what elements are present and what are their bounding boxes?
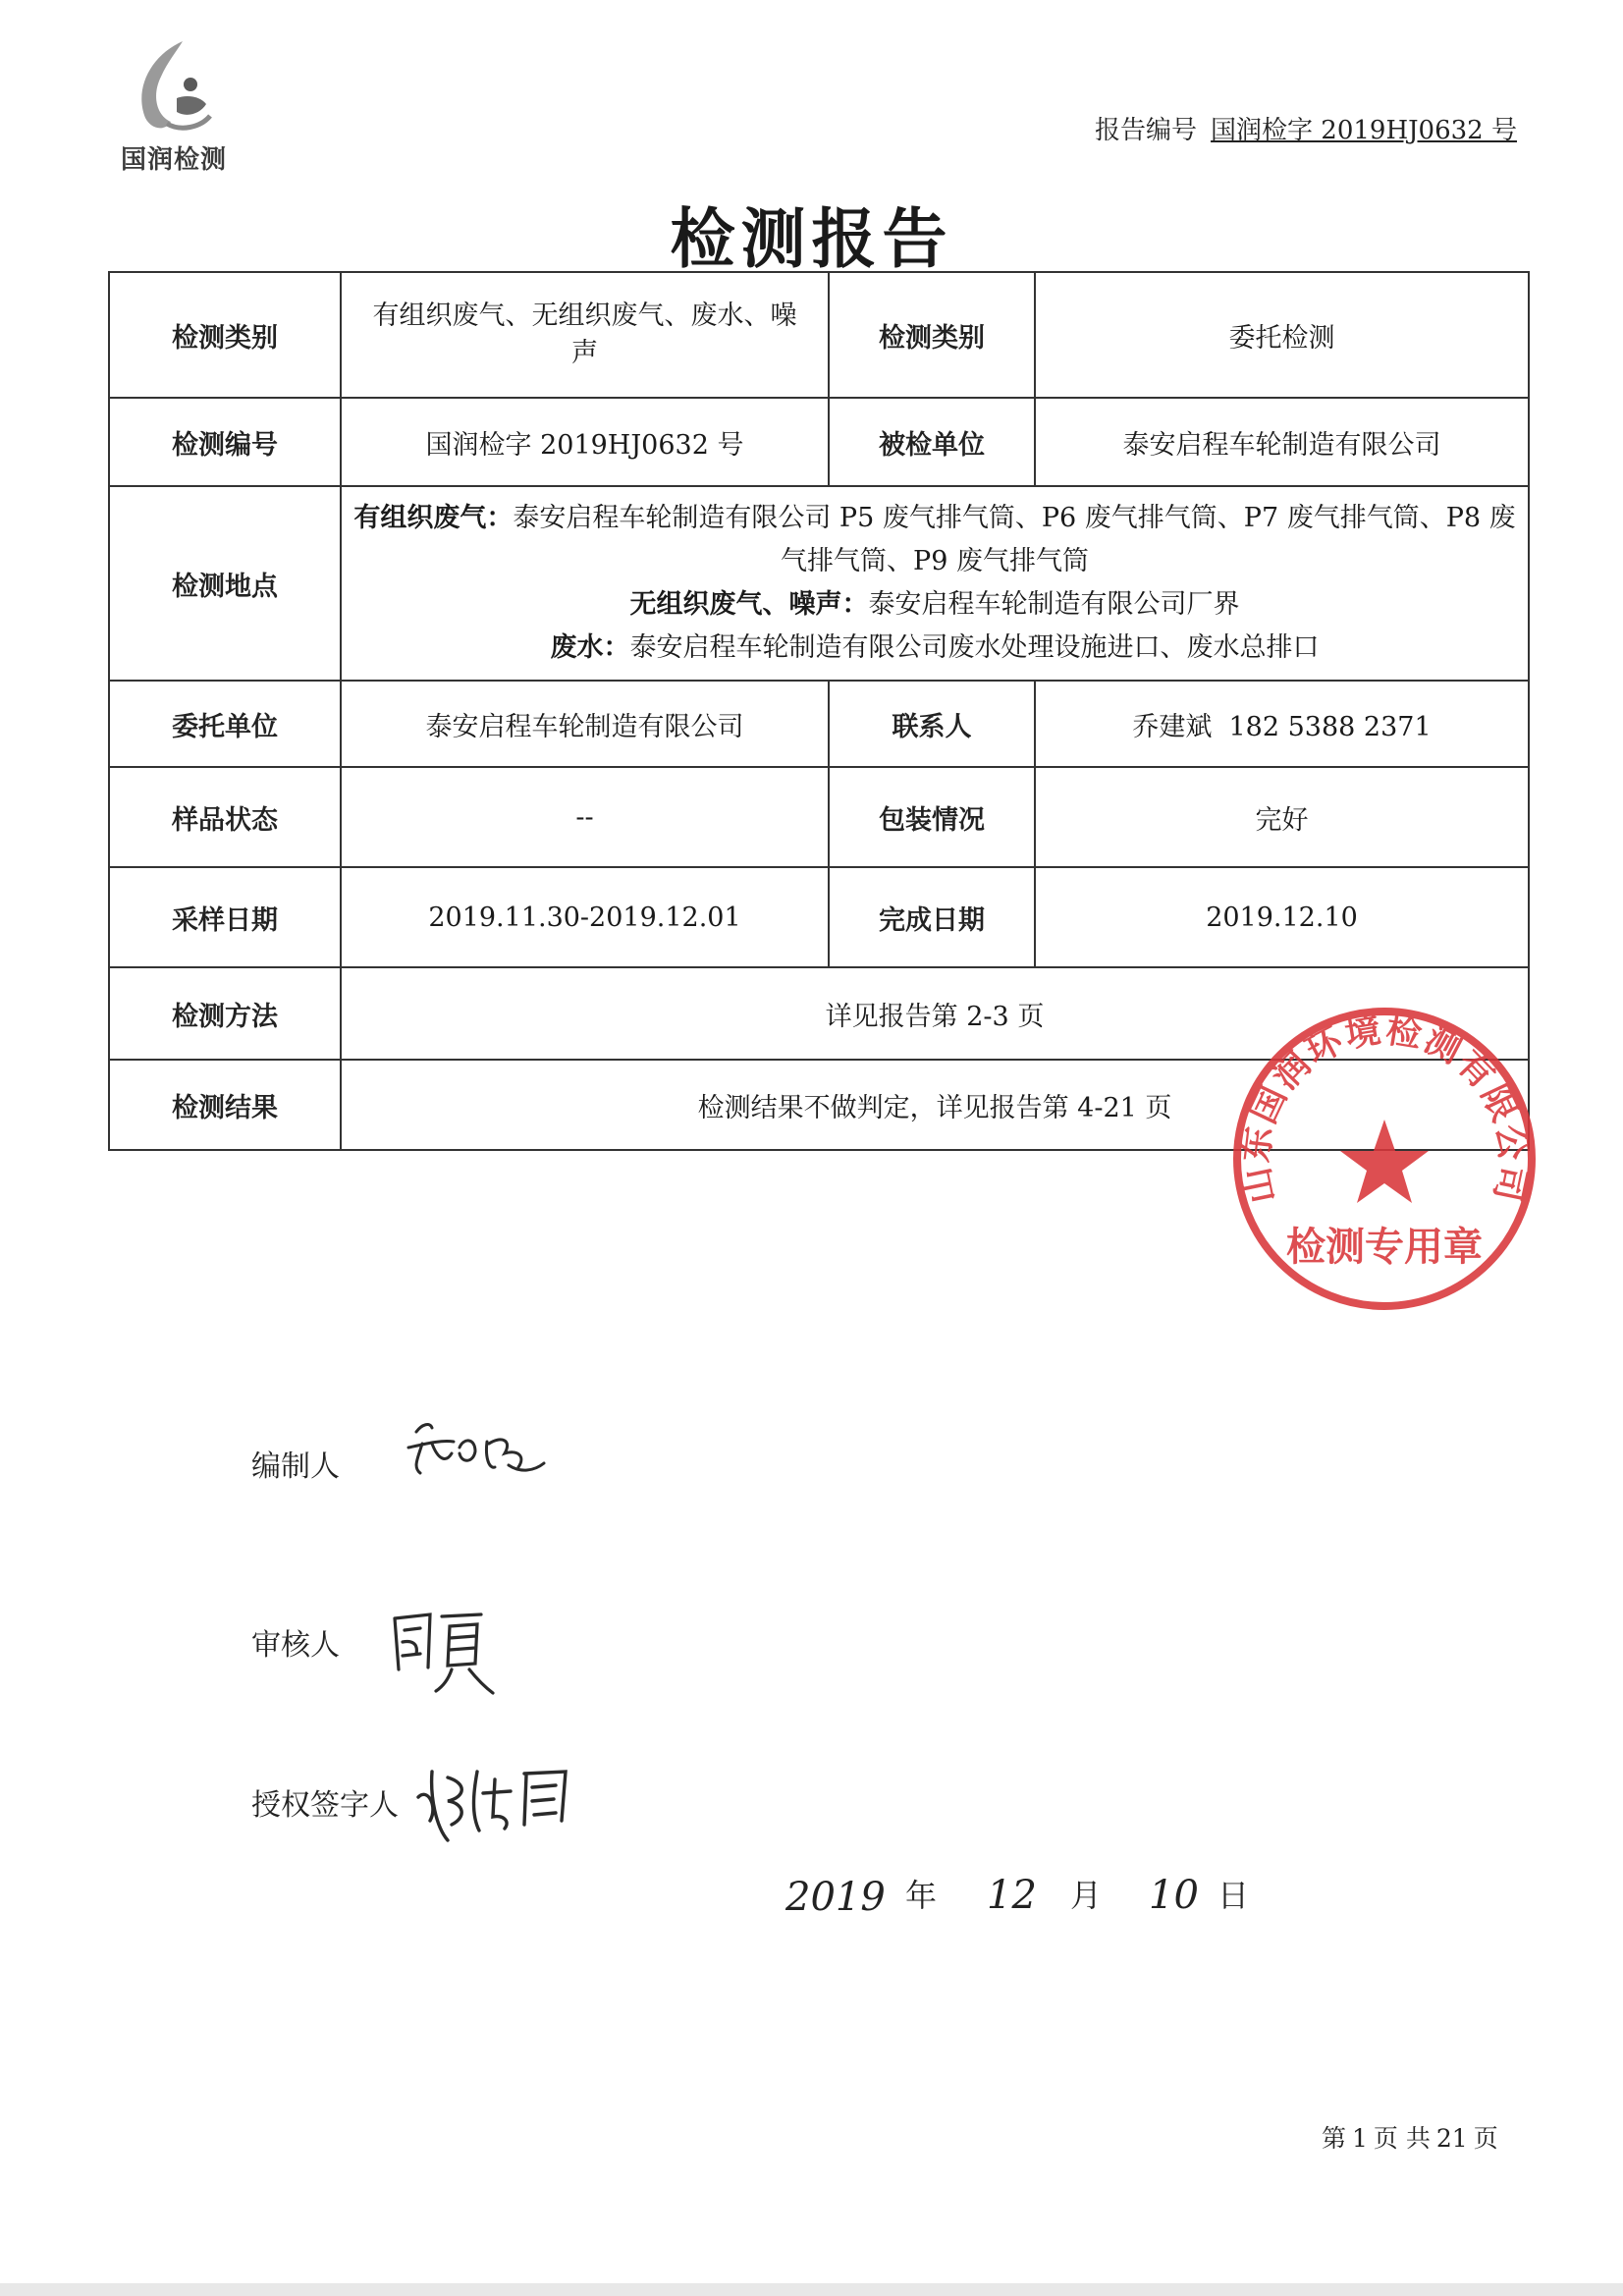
table-row [109, 486, 1529, 681]
cell-value: -- [341, 767, 829, 867]
compiler-label: 编制人 [251, 1449, 340, 1484]
report-number-label: 报告编号 [1095, 116, 1198, 145]
location-value: 泰安启程车轮制造有限公司 P5 废气排气筒、P6 废气排气筒、P7 废气排气筒、P8 废气排气筒、P9 废气排气筒 [513, 503, 1516, 576]
logo-text: 国润检测 [120, 145, 227, 175]
date-year-unit: 年 [905, 1877, 938, 1914]
cell-value: 2019.12.10 [1035, 867, 1529, 967]
table-row [109, 767, 1529, 867]
page-suffix: 页 [1473, 2124, 1498, 2153]
table-row [109, 867, 1529, 967]
cell-value: 检测结果不做判定，详见报告第 4-21 页 [341, 1060, 1529, 1150]
signing-date [785, 1871, 1276, 1930]
compiler-signature [403, 1414, 550, 1493]
table-row [109, 272, 1529, 398]
cell-label: 样品状态 [109, 767, 341, 867]
seal-star-icon [1340, 1120, 1429, 1203]
date-year: 2019 [785, 1875, 886, 1920]
page-number [1319, 2119, 1501, 2155]
location-line [352, 583, 1518, 627]
cell-label: 检测类别 [109, 272, 341, 398]
location-key: 有组织废气： [353, 503, 514, 533]
cell-label: 联系人 [829, 681, 1035, 767]
table-row [109, 681, 1529, 767]
page-prefix: 第 [1322, 2124, 1347, 2153]
seal-inner-text: 检测专用章 [1286, 1225, 1483, 1270]
reviewer-label: 审核人 [251, 1628, 340, 1663]
location-line [352, 627, 1518, 670]
company-logo [110, 37, 238, 175]
cell-label: 采样日期 [109, 867, 341, 967]
date-day: 10 [1149, 1873, 1199, 1918]
cell-label: 检测地点 [109, 486, 341, 681]
cell-value: 泰安启程车轮制造有限公司 [341, 681, 829, 767]
location-value: 泰安启程车轮制造有限公司废水处理设施进口、废水总排口 [629, 632, 1320, 663]
date-day-unit: 日 [1217, 1877, 1250, 1914]
location-value: 泰安启程车轮制造有限公司厂界 [868, 589, 1240, 620]
logo-mark-icon [122, 37, 220, 136]
cell-value: 2019.11.30-2019.12.01 [341, 867, 829, 967]
authorized-signer-signature [408, 1758, 575, 1846]
date-month: 12 [987, 1873, 1037, 1918]
cell-value: 乔建斌 182 5388 2371 [1035, 681, 1529, 767]
location-key: 废水： [550, 632, 630, 663]
cell-label: 完成日期 [829, 867, 1035, 967]
cell-value: 委托检测 [1035, 272, 1529, 398]
cell-label: 委托单位 [109, 681, 341, 767]
location-key: 无组织废气、噪声： [629, 589, 869, 620]
page-current: 1 [1352, 2124, 1368, 2153]
cell-value: 详见报告第 2-3 页 [341, 967, 1529, 1060]
cell-label: 检测编号 [109, 398, 341, 486]
official-seal-stamp [1222, 997, 1546, 1321]
page-mid: 页 共 [1373, 2124, 1431, 2153]
page-title: 检测报告 [670, 201, 953, 277]
cell-label: 被检单位 [829, 398, 1035, 486]
report-number [1095, 110, 1517, 146]
cell-value: 泰安启程车轮制造有限公司 [1035, 398, 1529, 486]
location-line [352, 497, 1518, 583]
seal-outer-text: 山东国润环境检测有限公司 [1235, 1010, 1534, 1207]
cell-label: 检测结果 [109, 1060, 341, 1150]
cell-label: 检测方法 [109, 967, 341, 1060]
date-month-unit: 月 [1070, 1877, 1103, 1914]
reviewer-signature [391, 1609, 499, 1697]
cell-label: 包装情况 [829, 767, 1035, 867]
detection-location-cell [341, 486, 1529, 681]
authorized-signer-label: 授权签字人 [251, 1788, 399, 1823]
page-total: 21 [1435, 2124, 1468, 2153]
cell-value: 完好 [1035, 767, 1529, 867]
report-number-value: 国润检字 2019HJ0632 号 [1211, 116, 1517, 145]
cell-value: 国润检字 2019HJ0632 号 [341, 398, 829, 486]
scan-edge [0, 2283, 1623, 2296]
table-row [109, 398, 1529, 486]
cell-value: 有组织废气、无组织废气、废水、噪声 [341, 272, 829, 398]
cell-label: 检测类别 [829, 272, 1035, 398]
